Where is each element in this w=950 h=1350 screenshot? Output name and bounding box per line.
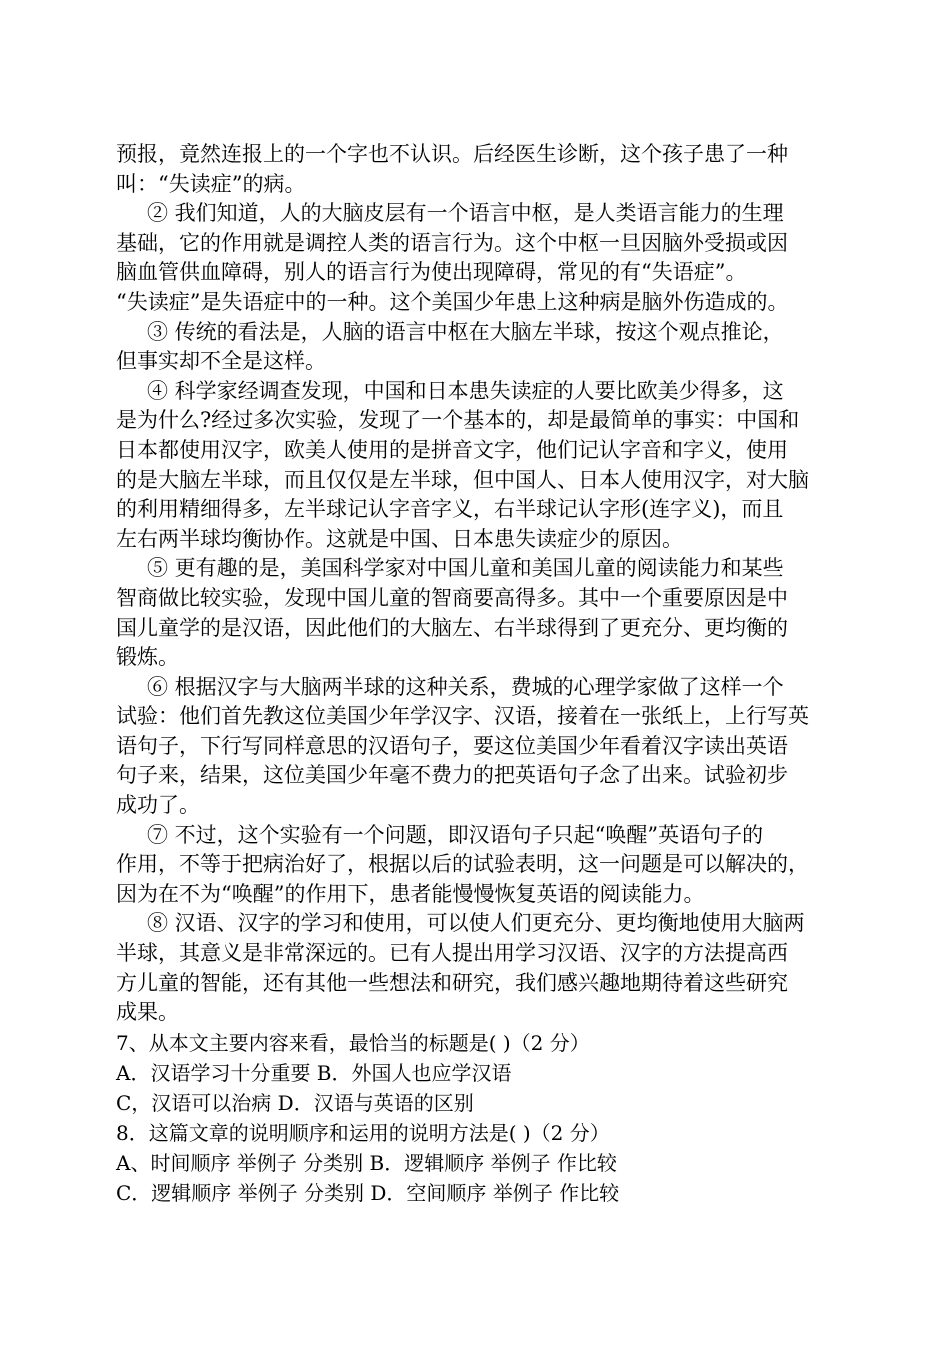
text-line: 半球，其意义是非常深远的。已有人提出用学习汉语、汉字的方法提高西 [116, 941, 788, 966]
text-line: 因为在不为“唤醒”的作用下，患者能慢慢恢复英语的阅读能力。 [116, 881, 705, 906]
text-line: 语句子，下行写同样意思的汉语句子，要这位美国少年看着汉字读出英语 [116, 733, 788, 758]
text-line: 但事实却不全是这样。 [116, 349, 326, 374]
text-line: ⑥ 根据汉字与大脑两半球的这种关系，费城的心理学家做了这样一个 [147, 674, 784, 699]
text-line: 成功了。 [116, 793, 200, 818]
question-option: C．逻辑顺序 举例子 分类别 D．空间顺序 举例子 作比较 [116, 1180, 620, 1205]
text-line: 锻炼。 [116, 645, 179, 670]
text-line: 作用，不等于把病治好了，根据以后的试验表明，这一问题是可以解决的， [116, 852, 809, 877]
text-line: ④ 科学家经调查发现，中国和日本患失读症的人要比欧美少得多，这 [147, 378, 784, 403]
text-line: ⑤ 更有趣的是，美国科学家对中国儿童和美国儿童的阅读能力和某些 [147, 556, 784, 581]
text-line: 国儿童学的是汉语，因此他们的大脑左、右半球得到了更充分、更均衡的 [116, 615, 788, 640]
question-option: C，汉语可以治病 D．汉语与英语的区别 [116, 1090, 474, 1115]
text-line: 句子来，结果，这位美国少年毫不费力的把英语句子念了出来。试验初步 [116, 763, 788, 788]
question-option: A．汉语学习十分重要 B．外国人也应学汉语 [116, 1060, 512, 1085]
text-line: 成果。 [116, 1000, 179, 1025]
question-7 [116, 1028, 842, 1118]
text-line: 试验：他们首先教这位美国少年学汉字、汉语，接着在一张纸上，上行写英 [116, 704, 809, 729]
text-line: 预报，竟然连报上的一个字也不认识。后经医生诊断，这个孩子患了一种 [116, 142, 788, 166]
document-page [116, 140, 842, 1208]
text-line: 智商做比较实验，发现中国儿童的智商要高得多。其中一个重要原因是中 [116, 585, 788, 610]
text-line: 叫：“失读症”的病。 [116, 171, 306, 196]
text-line: ② 我们知道，人的大脑皮层有一个语言中枢，是人类语言能力的生理 [147, 201, 784, 226]
paragraph-6 [116, 673, 842, 821]
question-stem: 7、从本文主要内容来看，最恰当的标题是( )（2 分） [116, 1030, 590, 1055]
text-line: ⑦ 不过，这个实验有一个问题，即汉语句子只起“唤醒”英语句子的 [147, 822, 764, 847]
text-line: ⑧ 汉语、汉字的学习和使用，可以使人们更充分、更均衡地使用大脑两 [147, 911, 805, 936]
text-line: 脑血管供血障碍，别人的语言行为使出现障碍，常见的有“失语症”。 [116, 260, 747, 285]
question-8 [116, 1118, 842, 1208]
paragraph-1 [116, 140, 842, 199]
text-line: “失读症”是失语症中的一种。这个美国少年患上这种病是脑外伤造成的。 [116, 289, 789, 314]
text-line: 左右两半球均衡协作。这就是中国、日本患失读症少的原因。 [116, 526, 683, 551]
text-line: ③ 传统的看法是，人脑的语言中枢在大脑左半球，按这个观点推论， [147, 319, 784, 344]
text-line: 的利用精细得多，左半球记认字音字义，右半球记认字形(连字义)，而且 [116, 497, 784, 522]
text-line: 是为什么?经过多次实验，发现了一个基本的，却是最简单的事实：中国和 [116, 408, 800, 433]
text-line: 的是大脑左半球，而且仅仅是左半球，但中国人、日本人使用汉字，对大脑 [116, 467, 809, 492]
paragraph-3 [116, 318, 842, 377]
question-stem: 8．这篇文章的说明顺序和运用的说明方法是( )（2 分） [116, 1120, 610, 1145]
paragraph-7 [116, 821, 842, 910]
question-option: A、时间顺序 举例子 分类别 B．逻辑顺序 举例子 作比较 [116, 1150, 617, 1175]
text-line: 日本都使用汉字，欧美人使用的是拼音文字，他们记认字音和字义，使用 [116, 437, 788, 462]
text-line: 方儿童的智能，还有其他一些想法和研究，我们感兴趣地期待着这些研究 [116, 970, 788, 995]
paragraph-5 [116, 554, 842, 672]
text-line: 基础，它的作用就是调控人类的语言行为。这个中枢一旦因脑外受损或因 [116, 230, 788, 255]
paragraph-4 [116, 377, 842, 555]
paragraph-8 [116, 909, 842, 1027]
paragraph-2 [116, 199, 842, 317]
